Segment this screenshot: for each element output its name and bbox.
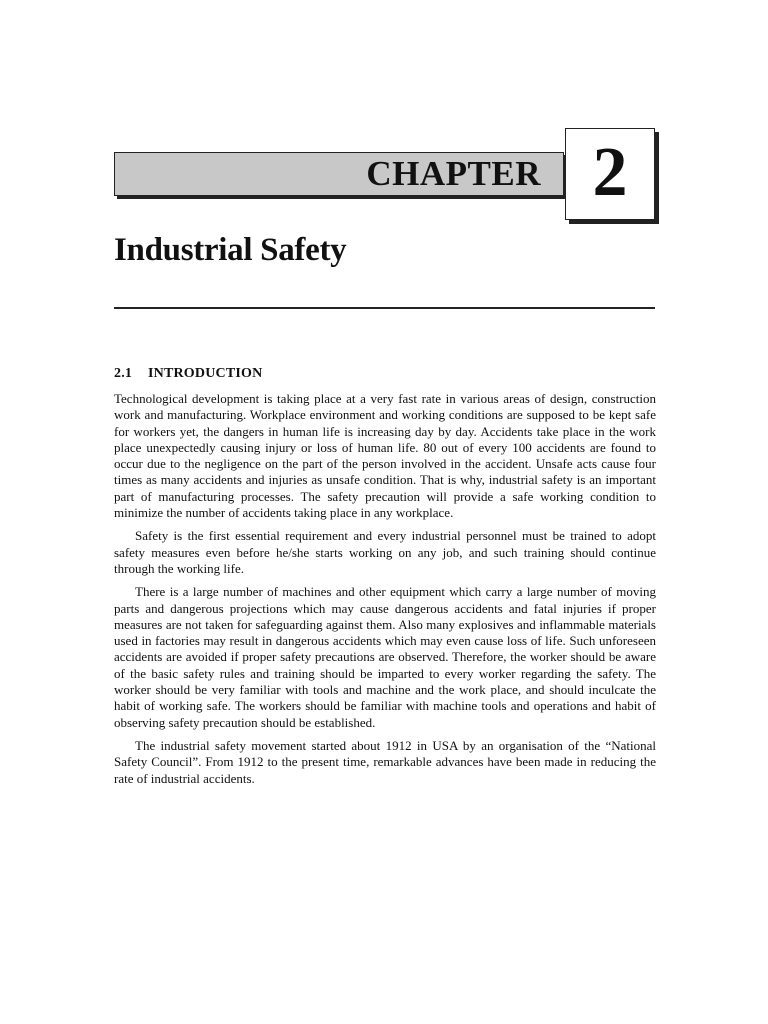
chapter-number-box [565, 128, 655, 220]
section-heading [114, 366, 262, 382]
section-title: INTRODUCTION [148, 366, 263, 381]
chapter-label: CHAPTER [366, 154, 541, 193]
chapter-title: Industrial Safety [114, 232, 347, 268]
chapter-number: 2 [592, 134, 628, 211]
body-text [114, 391, 656, 794]
title-divider [114, 307, 655, 309]
paragraph-1: Technological development is taking place at a very fast rate in various areas of design, construction work and manufacturing. Workplace environment and working conditions are supposed to be kept safe for workers yet, the dangers in human life is increasing day by day. Accidents take place in the work place unexpectedly causing injury or loss of human life. 80 out of every 100 accidents are found to occur due to the negligence on the part of the person involved in the accident. Unsafe acts cause four times as many accidents and injuries as unsafe condition. That is why, industrial safety is an important part of manufacturing processes. The safety precaution will provide a safe working condition to minimize the number of accidents taking place in any workplace. [114, 391, 656, 521]
paragraph-4: The industrial safety movement started about 1912 in USA by an organisation of the “National Safety Council”. From 1912 to the present time, remarkable advances have been made in reducing the rate of industrial accidents. [114, 737, 656, 786]
chapter-banner [114, 152, 564, 196]
paragraph-2: Safety is the first essential requirement and every industrial personnel must be trained to adopt safety measures even before he/she starts working on any job, and such training should continue through the working life. [114, 528, 656, 576]
paragraph-3: There is a large number of machines and other equipment which carry a large number of moving parts and dangerous projections which may cause dangerous accidents and fatal injuries if proper measures are not taken for safeguarding against them. Also many explosives and inflammable materials used in factories may result in dangerous accidents which may even cause loss of life. Such unforeseen accidents are avoided if proper safety precautions are observed. Therefore, the worker should be aware of the basic safety rules and training should be imparted to every worker regarding the safety. The worker should be very familiar with tools and machine and the work place, and should inculcate the habit of working safe. The workers should be familiar with machine tools and operations and habit of observing safety precaution should be established. [114, 584, 656, 730]
section-number: 2.1 [114, 366, 133, 381]
